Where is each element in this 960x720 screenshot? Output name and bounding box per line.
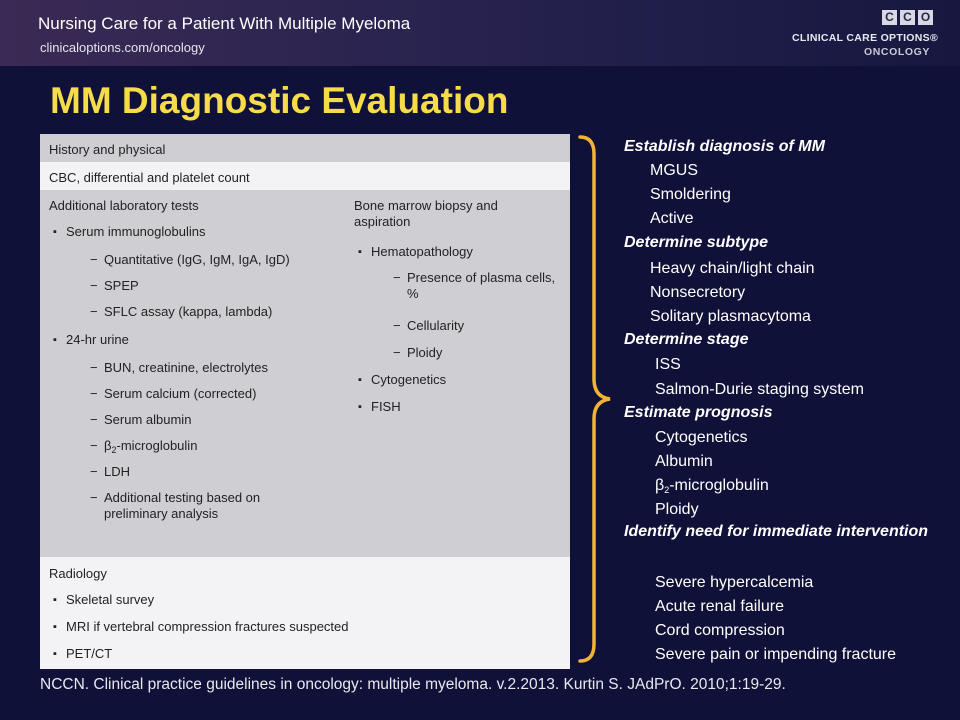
goal-item: Ploidy	[655, 501, 699, 518]
b2-subscript: 2	[111, 445, 117, 455]
radiology-heading: Radiology	[49, 566, 107, 581]
goal-heading: Determine subtype	[624, 234, 769, 251]
header-url: clinicaloptions.com/oncology	[40, 40, 205, 55]
lab-subitem: − SFLC assay (kappa, lambda)	[104, 304, 272, 320]
marrow-item: ▪ FISH	[371, 399, 401, 415]
marrow-heading: Bone marrow biopsy and aspiration	[354, 198, 498, 229]
lab-heading: Additional laboratory tests	[49, 198, 199, 213]
logo-text-line2: ONCOLOGY	[863, 46, 930, 58]
goal-item: Cord compression	[655, 622, 785, 639]
page-title: MM Diagnostic Evaluation	[50, 80, 509, 121]
table-row-radiology	[40, 557, 570, 669]
logo-text-line1: CLINICAL CARE OPTIONS®	[792, 32, 938, 44]
table-row-lab-marrow	[40, 190, 570, 557]
goal-item: Smoldering	[650, 186, 731, 203]
logo-letter: C	[900, 10, 915, 25]
goal-item: Acute renal failure	[655, 598, 784, 615]
lab-subitem: − SPEP	[104, 278, 139, 294]
header-band	[0, 0, 960, 66]
b2-text: -microglobulin	[669, 477, 769, 494]
b2-subscript: 2	[664, 485, 670, 495]
lab-subitem: − Serum albumin	[104, 412, 191, 428]
footer-citation: NCCN. Clinical practice guidelines in oncology: multiple myeloma. v.2.2013. Kurtin S. JAdPrO. 2010;1:19-29.	[40, 676, 786, 693]
goal-item: Severe pain or impending fracture	[655, 646, 897, 663]
goal-item: Severe hypercalcemia	[655, 574, 814, 591]
lab-subitem: − Quantitative (IgG, IgM, IgA, IgD)	[104, 252, 290, 268]
lab-subitem: − Serum calcium (corrected)	[104, 386, 256, 402]
table-row-cbc: CBC, differential and platelet count	[40, 162, 570, 190]
goal-item: Active	[650, 210, 694, 227]
logo-boxes	[882, 10, 933, 25]
goal-item: Salmon-Durie staging system	[655, 381, 864, 398]
lab-subitem: − BUN, creatinine, electrolytes	[104, 360, 268, 376]
radiology-item: ▪ PET/CT	[66, 646, 112, 662]
goal-item: ISS	[655, 356, 681, 373]
goal-heading: Establish diagnosis of MM	[624, 138, 825, 155]
logo-letter: C	[882, 10, 897, 25]
goal-item: Solitary plasmacytoma	[650, 308, 811, 325]
goal-item: Albumin	[655, 453, 713, 470]
goal-heading: Determine stage	[624, 331, 749, 348]
goal-item: MGUS	[650, 162, 698, 179]
radiology-item: ▪ Skeletal survey	[66, 592, 154, 608]
goal-item: Heavy chain/light chain	[650, 260, 815, 277]
lab-item-serum: ▪ Serum immunoglobulins	[66, 224, 205, 240]
marrow-item: ▪ Hematopathology	[371, 244, 473, 260]
b2-symbol: β	[655, 477, 665, 494]
lab-subitem-b2	[104, 438, 197, 454]
goal-heading: Identify need for immediate intervention	[624, 523, 929, 540]
goal-item-b2	[655, 475, 769, 497]
goal-item: Nonsecretory	[650, 284, 746, 301]
logo-letter: O	[918, 10, 933, 25]
lab-subitem: − LDH	[104, 464, 130, 480]
curly-brace	[578, 134, 614, 664]
marrow-subitem: − Cellularity	[407, 318, 464, 334]
goal-heading: Estimate prognosis	[624, 404, 773, 421]
header-title: Nursing Care for a Patient With Multiple Myeloma	[38, 14, 411, 33]
marrow-subitem: − Presence of plasma cells, %	[407, 270, 567, 302]
evaluation-table	[40, 134, 570, 669]
goal-item: Cytogenetics	[655, 429, 748, 446]
marrow-subitem: − Ploidy	[407, 345, 442, 361]
lab-item-urine: ▪ 24-hr urine	[66, 332, 129, 348]
b2-symbol: β	[104, 438, 112, 453]
cco-logo	[792, 10, 942, 60]
marrow-item: ▪ Cytogenetics	[371, 372, 446, 388]
radiology-item: ▪ MRI if vertebral compression fractures suspected	[66, 619, 349, 635]
table-row-history: History and physical	[40, 134, 570, 162]
lab-subitem: − Additional testing based on preliminary analysis	[104, 490, 324, 522]
b2-text: -microglobulin	[116, 438, 198, 453]
